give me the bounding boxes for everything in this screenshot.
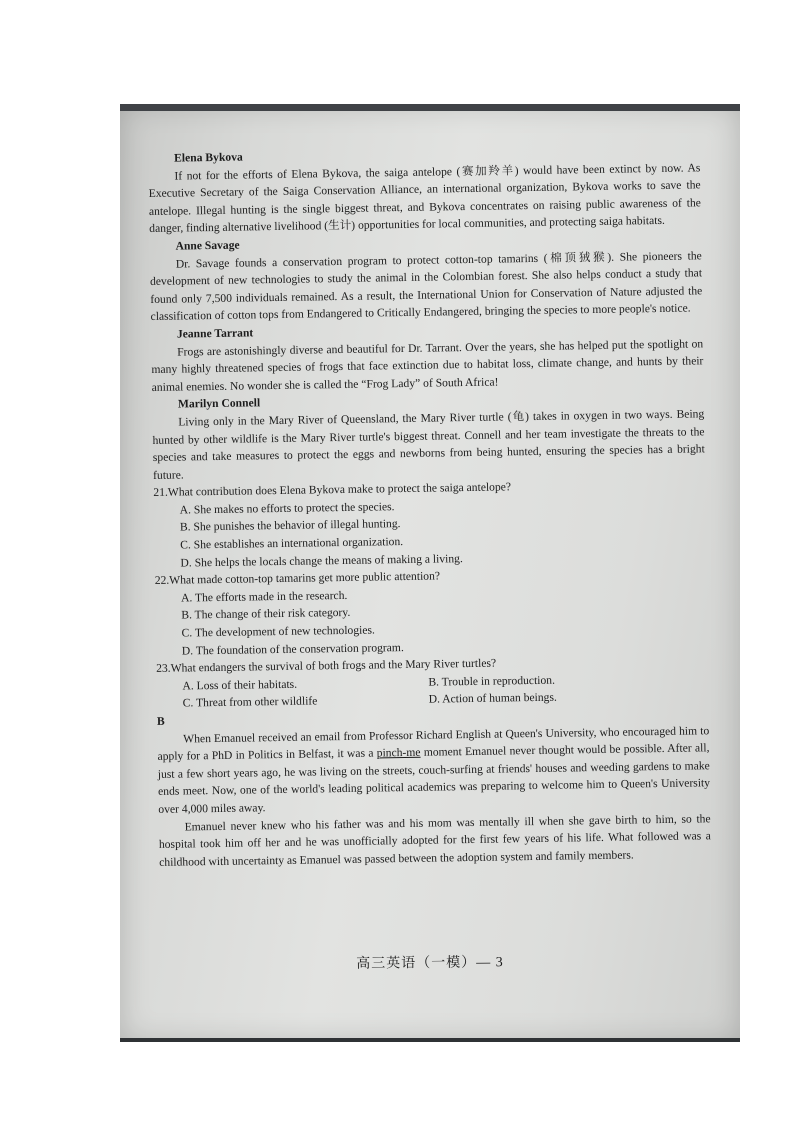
photo-top-edge bbox=[120, 104, 740, 111]
person-name: Jeanne Tarrant bbox=[176, 326, 254, 341]
exam-page-photo bbox=[120, 104, 740, 1042]
answer-option: C. Threat from other wildlife bbox=[182, 694, 318, 710]
underlined-phrase: pinch-me bbox=[376, 745, 421, 760]
person-name: Marilyn Connell bbox=[177, 396, 261, 411]
question-stem: 22.What made cotton-top tamarins get more public attention? bbox=[154, 569, 441, 588]
passage-paragraph: Emanuel never knew who his father was and his mom was mentally ill when she gave birth to him, so the hospital took him off her and he was unofficially adopted for the first few years of his life. What followed was a childhood with uncertainty as Emanuel was passed between the adoption system and family members. bbox=[158, 811, 711, 869]
answer-option: D. Action of human beings. bbox=[428, 691, 557, 707]
answer-option: D. The foundation of the conservation program. bbox=[181, 640, 404, 658]
answer-option: B. She punishes the behavior of illegal hunting. bbox=[179, 517, 401, 535]
answer-option: B. The change of their risk category. bbox=[181, 606, 351, 622]
section-heading: B bbox=[156, 714, 165, 728]
answer-option: D. She helps the locals change the means of making a living. bbox=[180, 551, 463, 570]
person-name: Elena Bykova bbox=[174, 150, 243, 165]
photo-bottom-edge bbox=[120, 1038, 740, 1042]
person-description: If not for the efforts of Elena Bykova, the saiga antelope (赛加羚羊) would have been extinct by now. As Executive Secretary of the Saiga Conservation Alliance, an international organization, Bykova works to save the antelope. Illegal hunting is the single biggest threat, and Bykova concentrates on raising public awareness of the danger, finding alternative livelihood (生计) opportunities for local communities, and protecting saiga habitats. bbox=[148, 160, 701, 236]
answer-option: A. The efforts made in the research. bbox=[180, 588, 348, 605]
person-description: Living only in the Mary River of Queensland, the Mary River turtle (龟) takes in oxygen in two ways. Being hunted by other wildlife is the Mary River turtle's biggest threat. Connell and her team investigate the threats to the species and take measures to protect the eggs and newborns from being hunted, ensuring the species has a bright future. bbox=[152, 407, 705, 482]
answer-option: B. Trouble in reproduction. bbox=[428, 673, 556, 689]
answer-option: C. The development of new technologies. bbox=[181, 623, 375, 640]
question-stem: 21.What contribution does Elena Bykova make to protect the saiga antelope? bbox=[153, 480, 512, 500]
passage-text: When Emanuel received an email from Professor Richard English at Queen's University, who encouraged him to apply for a PhD in Politics in Belfast, it was a bbox=[157, 723, 710, 764]
answer-option: C. She establishes an international organization. bbox=[180, 535, 404, 552]
passage-text: moment Emanuel never thought would be possible. After all, just a few short years ago, he was living on the streets, couch-surfing at friends' houses and weeding gardens to make ends meet. Now, one of the world's leading political academics was preparing to welcome him to Queen's University over 4,000 miles away. bbox=[157, 741, 711, 816]
answer-option: A. She makes no efforts to protect the species. bbox=[179, 500, 395, 517]
page-content bbox=[148, 141, 711, 871]
person-description: Dr. Savage founds a conservation program to protect cotton-top tamarins (棉顶狨猴). She pioneers the development of new technologies to study the animal in the Colombian forest. She also helps conduct a study that found only 7,500 individuals remained. As a result, the International Union for Conservation of Nature adjusted the classification of cotton tops from Endangered to Critically Endangered, bringing the species to more people's notice. bbox=[149, 248, 703, 324]
person-name: Anne Savage bbox=[175, 238, 240, 253]
question-stem: 23.What endangers the survival of both frogs and the Mary River turtles? bbox=[156, 656, 497, 676]
page-footer: 高三英语（一模）— 3 bbox=[356, 955, 504, 972]
person-description: Frogs are astonishingly diverse and beautiful for Dr. Tarrant. Over the years, she has helped put the spotlight on many highly threatened species of frogs that face extinction due to habitat loss, climate change, and hunts by their animal enemies. No wonder she is called the “Frog Lady” of South Africa! bbox=[151, 336, 704, 394]
passage-paragraph bbox=[157, 722, 710, 819]
answer-option: A. Loss of their habitats. bbox=[182, 677, 298, 693]
